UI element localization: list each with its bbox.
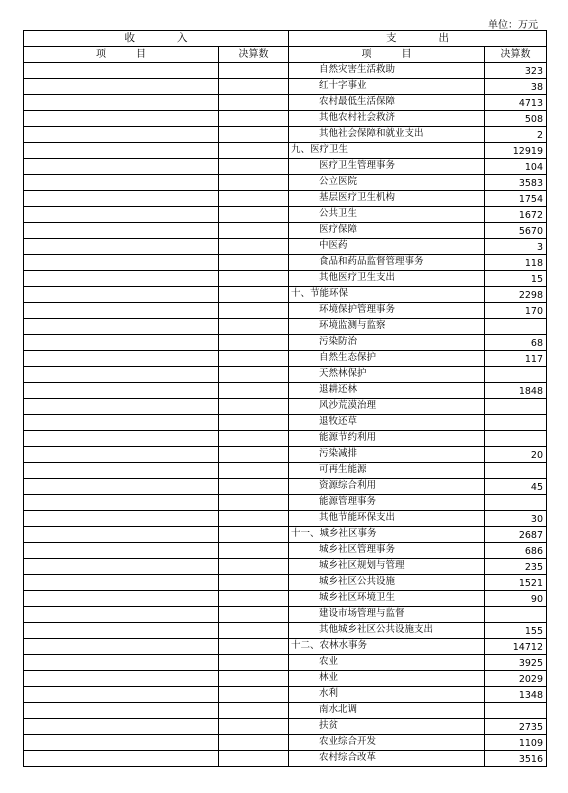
- expense-item-cell: 资源综合利用: [289, 479, 485, 495]
- income-item-cell: [24, 719, 219, 735]
- income-item-cell: [24, 255, 219, 271]
- income-item-header: 项 目: [24, 47, 219, 63]
- table-row: [24, 159, 547, 175]
- expense-item-cell: 公立医院: [289, 175, 485, 191]
- expense-item-cell: 城乡社区管理事务: [289, 543, 485, 559]
- income-amount-cell: [219, 319, 289, 335]
- table-row: [24, 271, 547, 287]
- income-item-cell: [24, 191, 219, 207]
- income-amount-cell: [219, 431, 289, 447]
- income-item-cell: [24, 335, 219, 351]
- income-amount-cell: [219, 463, 289, 479]
- expense-amount-cell: [485, 463, 547, 479]
- income-amount-cell: [219, 143, 289, 159]
- expense-amount-cell: 90: [485, 591, 547, 607]
- expense-item-cell: 农业: [289, 655, 485, 671]
- table-row: [24, 543, 547, 559]
- expense-item-cell: 退耕还林: [289, 383, 485, 399]
- expense-item-cell: 环境保护管理事务: [289, 303, 485, 319]
- expense-item-cell: 十二、农林水事务: [289, 639, 485, 655]
- income-item-cell: [24, 639, 219, 655]
- table-row: [24, 703, 547, 719]
- income-item-cell: [24, 415, 219, 431]
- expense-item-cell: 中医药: [289, 239, 485, 255]
- table-row: [24, 607, 547, 623]
- income-amount-cell: [219, 191, 289, 207]
- table-row: [24, 255, 547, 271]
- expense-amount-cell: 45: [485, 479, 547, 495]
- table-row: [24, 367, 547, 383]
- income-item-cell: [24, 223, 219, 239]
- expense-amount-cell: 323: [485, 63, 547, 79]
- expense-item-cell: 医疗保障: [289, 223, 485, 239]
- expense-item-cell: 农业综合开发: [289, 735, 485, 751]
- income-item-cell: [24, 591, 219, 607]
- table-row: [24, 127, 547, 143]
- expense-item-cell: 食品和药品监督管理事务: [289, 255, 485, 271]
- table-row: [24, 143, 547, 159]
- income-amount-cell: [219, 655, 289, 671]
- income-item-cell: [24, 399, 219, 415]
- income-item-cell: [24, 63, 219, 79]
- expense-amount-cell: 1848: [485, 383, 547, 399]
- income-amount-cell: [219, 303, 289, 319]
- expense-amount-cell: 3: [485, 239, 547, 255]
- expense-amount-cell: 1348: [485, 687, 547, 703]
- expense-item-cell: 能源节约利用: [289, 431, 485, 447]
- expense-item-cell: 医疗卫生管理事务: [289, 159, 485, 175]
- expense-item-cell: 自然灾害生活救助: [289, 63, 485, 79]
- expense-amount-cell: 14712: [485, 639, 547, 655]
- table-row: [24, 207, 547, 223]
- income-amount-cell: [219, 111, 289, 127]
- income-item-cell: [24, 463, 219, 479]
- income-item-cell: [24, 735, 219, 751]
- expense-item-cell: 能源管理事务: [289, 495, 485, 511]
- table-body: [24, 63, 547, 767]
- expense-amount-cell: 170: [485, 303, 547, 319]
- expense-amount-cell: 118: [485, 255, 547, 271]
- column-header-row: [24, 47, 547, 63]
- income-amount-cell: [219, 399, 289, 415]
- expense-item-cell: 污染减排: [289, 447, 485, 463]
- table-row: [24, 335, 547, 351]
- section-header-row: [24, 31, 547, 47]
- expense-amount-cell: 2735: [485, 719, 547, 735]
- expense-amount-cell: [485, 431, 547, 447]
- expense-amount-cell: 2687: [485, 527, 547, 543]
- table-row: [24, 719, 547, 735]
- table-row: [24, 399, 547, 415]
- income-item-cell: [24, 367, 219, 383]
- expense-item-cell: 其他节能环保支出: [289, 511, 485, 527]
- income-amount-cell: [219, 383, 289, 399]
- table-row: [24, 751, 547, 767]
- table-row: [24, 95, 547, 111]
- income-item-cell: [24, 175, 219, 191]
- income-header: 收 入: [24, 31, 289, 47]
- table-row: [24, 383, 547, 399]
- income-amount-cell: [219, 223, 289, 239]
- income-item-cell: [24, 207, 219, 223]
- income-amount-cell: [219, 671, 289, 687]
- income-amount-cell: [219, 447, 289, 463]
- table-row: [24, 463, 547, 479]
- expense-amount-cell: 155: [485, 623, 547, 639]
- income-item-cell: [24, 303, 219, 319]
- expense-amount-cell: [485, 319, 547, 335]
- income-item-cell: [24, 447, 219, 463]
- expense-item-cell: 十、节能环保: [289, 287, 485, 303]
- income-item-cell: [24, 479, 219, 495]
- expense-item-cell: 城乡社区规划与管理: [289, 559, 485, 575]
- expense-amount-cell: 1672: [485, 207, 547, 223]
- income-amount-cell: [219, 175, 289, 191]
- income-item-cell: [24, 287, 219, 303]
- expense-item-cell: 污染防治: [289, 335, 485, 351]
- income-amount-cell: [219, 575, 289, 591]
- income-amount-cell: [219, 239, 289, 255]
- income-amount-cell: [219, 351, 289, 367]
- income-item-cell: [24, 143, 219, 159]
- income-amount-cell: [219, 623, 289, 639]
- table-row: [24, 479, 547, 495]
- table-row: [24, 527, 547, 543]
- table-row: [24, 575, 547, 591]
- expense-item-cell: 风沙荒漠治理: [289, 399, 485, 415]
- expense-amount-cell: 3925: [485, 655, 547, 671]
- expense-amount-cell: 4713: [485, 95, 547, 111]
- income-item-cell: [24, 95, 219, 111]
- table-row: [24, 591, 547, 607]
- income-item-cell: [24, 159, 219, 175]
- income-item-cell: [24, 575, 219, 591]
- income-amount-cell: [219, 95, 289, 111]
- income-item-cell: [24, 351, 219, 367]
- expense-amount-cell: 2029: [485, 671, 547, 687]
- expense-header: 支 出: [289, 31, 547, 47]
- income-amount-cell: [219, 703, 289, 719]
- expense-amount-cell: 686: [485, 543, 547, 559]
- table-row: [24, 351, 547, 367]
- table-row: [24, 303, 547, 319]
- income-amount-cell: [219, 367, 289, 383]
- income-item-cell: [24, 495, 219, 511]
- table-row: [24, 495, 547, 511]
- expense-item-cell: 林业: [289, 671, 485, 687]
- expense-item-cell: 红十字事业: [289, 79, 485, 95]
- expense-item-cell: 建设市场管理与监督: [289, 607, 485, 623]
- income-item-cell: [24, 127, 219, 143]
- expense-amount-cell: 3516: [485, 751, 547, 767]
- income-item-cell: [24, 559, 219, 575]
- expense-item-cell: 城乡社区公共设施: [289, 575, 485, 591]
- expense-amount-cell: [485, 495, 547, 511]
- income-amount-cell: [219, 63, 289, 79]
- income-item-cell: [24, 687, 219, 703]
- expense-item-cell: 公共卫生: [289, 207, 485, 223]
- income-amount-cell: [219, 79, 289, 95]
- income-item-cell: [24, 111, 219, 127]
- income-amount-cell: [219, 751, 289, 767]
- income-item-cell: [24, 431, 219, 447]
- income-item-cell: [24, 703, 219, 719]
- income-item-cell: [24, 383, 219, 399]
- expense-item-cell: 天然林保护: [289, 367, 485, 383]
- table-row: [24, 175, 547, 191]
- income-amount-cell: [219, 287, 289, 303]
- income-amount-cell: [219, 495, 289, 511]
- expense-amount-cell: 1521: [485, 575, 547, 591]
- table-row: [24, 287, 547, 303]
- expense-item-cell: 退牧还草: [289, 415, 485, 431]
- income-item-cell: [24, 751, 219, 767]
- income-item-cell: [24, 319, 219, 335]
- expense-item-cell: 十一、城乡社区事务: [289, 527, 485, 543]
- income-item-cell: [24, 271, 219, 287]
- income-amount-cell: [219, 527, 289, 543]
- expense-amount-cell: 38: [485, 79, 547, 95]
- expense-amount-cell: 3583: [485, 175, 547, 191]
- table-row: [24, 191, 547, 207]
- expense-item-cell: 可再生能源: [289, 463, 485, 479]
- expense-amount-header: 决算数: [485, 47, 547, 63]
- expense-amount-cell: 20: [485, 447, 547, 463]
- table-row: [24, 735, 547, 751]
- table-row: [24, 239, 547, 255]
- income-amount-cell: [219, 543, 289, 559]
- expense-item-cell: 其他城乡社区公共设施支出: [289, 623, 485, 639]
- income-item-cell: [24, 655, 219, 671]
- expense-amount-cell: [485, 703, 547, 719]
- expense-item-cell: 其他医疗卫生支出: [289, 271, 485, 287]
- income-amount-cell: [219, 207, 289, 223]
- table-row: [24, 447, 547, 463]
- table-row: [24, 111, 547, 127]
- income-item-cell: [24, 239, 219, 255]
- income-amount-header: 决算数: [219, 47, 289, 63]
- income-amount-cell: [219, 719, 289, 735]
- table-row: [24, 223, 547, 239]
- expense-item-cell: 其他农村社会救济: [289, 111, 485, 127]
- table-row: [24, 671, 547, 687]
- table-row: [24, 63, 547, 79]
- income-amount-cell: [219, 479, 289, 495]
- budget-table: [23, 30, 547, 767]
- income-item-cell: [24, 527, 219, 543]
- expense-amount-cell: 235: [485, 559, 547, 575]
- expense-item-cell: 城乡社区环境卫生: [289, 591, 485, 607]
- table-row: [24, 559, 547, 575]
- expense-amount-cell: 12919: [485, 143, 547, 159]
- income-item-cell: [24, 543, 219, 559]
- income-amount-cell: [219, 415, 289, 431]
- income-amount-cell: [219, 255, 289, 271]
- income-item-cell: [24, 607, 219, 623]
- expense-amount-cell: 2298: [485, 287, 547, 303]
- table-row: [24, 511, 547, 527]
- income-amount-cell: [219, 735, 289, 751]
- income-item-cell: [24, 623, 219, 639]
- expense-amount-cell: 30: [485, 511, 547, 527]
- expense-amount-cell: 68: [485, 335, 547, 351]
- table-row: [24, 639, 547, 655]
- expense-amount-cell: 508: [485, 111, 547, 127]
- expense-amount-cell: 1109: [485, 735, 547, 751]
- expense-amount-cell: 15: [485, 271, 547, 287]
- income-amount-cell: [219, 559, 289, 575]
- income-amount-cell: [219, 639, 289, 655]
- income-amount-cell: [219, 335, 289, 351]
- expense-item-cell: 基层医疗卫生机构: [289, 191, 485, 207]
- expense-amount-cell: [485, 415, 547, 431]
- income-item-cell: [24, 511, 219, 527]
- expense-amount-cell: [485, 607, 547, 623]
- expense-item-cell: 环境监测与监察: [289, 319, 485, 335]
- expense-item-cell: 自然生态保护: [289, 351, 485, 367]
- expense-item-cell: 农村综合改革: [289, 751, 485, 767]
- income-amount-cell: [219, 271, 289, 287]
- table-row: [24, 687, 547, 703]
- table-row: [24, 655, 547, 671]
- expense-item-cell: 九、医疗卫生: [289, 143, 485, 159]
- expense-amount-cell: [485, 367, 547, 383]
- expense-amount-cell: 5670: [485, 223, 547, 239]
- expense-amount-cell: 2: [485, 127, 547, 143]
- income-item-cell: [24, 671, 219, 687]
- expense-amount-cell: 1754: [485, 191, 547, 207]
- expense-item-cell: 水利: [289, 687, 485, 703]
- expense-item-cell: 南水北调: [289, 703, 485, 719]
- income-amount-cell: [219, 687, 289, 703]
- table-row: [24, 319, 547, 335]
- income-amount-cell: [219, 159, 289, 175]
- income-item-cell: [24, 79, 219, 95]
- expense-item-cell: 扶贫: [289, 719, 485, 735]
- unit-label: 单位：万元: [488, 20, 538, 31]
- table-row: [24, 431, 547, 447]
- expense-amount-cell: [485, 399, 547, 415]
- table-row: [24, 415, 547, 431]
- income-amount-cell: [219, 127, 289, 143]
- expense-amount-cell: 117: [485, 351, 547, 367]
- expense-amount-cell: 104: [485, 159, 547, 175]
- table-row: [24, 623, 547, 639]
- table-row: [24, 79, 547, 95]
- expense-item-header: 项 目: [289, 47, 485, 63]
- expense-item-cell: 其他社会保障和就业支出: [289, 127, 485, 143]
- income-amount-cell: [219, 591, 289, 607]
- income-amount-cell: [219, 511, 289, 527]
- income-amount-cell: [219, 607, 289, 623]
- expense-item-cell: 农村最低生活保障: [289, 95, 485, 111]
